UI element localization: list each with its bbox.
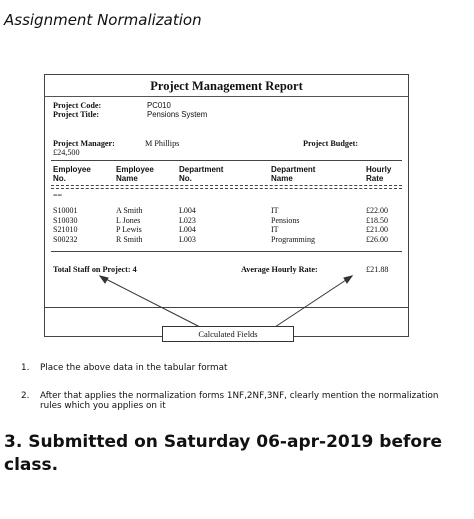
table-cell: £22.00 bbox=[366, 206, 388, 215]
col-header-employee-name: Employee Name bbox=[116, 165, 154, 183]
table-cell: Programming bbox=[271, 234, 315, 244]
instruction-1-text: Place the above data in the tabular format bbox=[40, 363, 228, 373]
table-cell: L003 bbox=[179, 234, 196, 244]
instruction-1-number: 1. bbox=[21, 363, 30, 373]
assignment-title: Assignment Normalization bbox=[4, 11, 202, 29]
separator-marker: == bbox=[53, 191, 63, 200]
project-code-label: Project Code: bbox=[53, 101, 102, 110]
table-cell: A Smith bbox=[116, 206, 143, 215]
arrow-to-average-rate bbox=[275, 276, 352, 327]
col-header-employee-no: Employee No. bbox=[53, 165, 91, 183]
project-title-label: Project Title: bbox=[53, 110, 100, 119]
table-cell: L Jones bbox=[116, 215, 141, 225]
project-budget-value: £24,500 bbox=[53, 148, 80, 157]
table-cell: P Lewis bbox=[116, 225, 142, 235]
table-cell: S00232 bbox=[53, 234, 78, 244]
project-budget-label: Project Budget: bbox=[303, 139, 359, 148]
table-cell: L023 bbox=[179, 215, 196, 225]
col-header-department-name: Department Name bbox=[271, 165, 316, 183]
instruction-2-text: After that applies the normalization forms 1NF,2NF,3NF, clearly mention the normalization rules which you applies on it bbox=[40, 391, 439, 411]
submission-note: 3. Submitted on Saturday 06-apr-2019 before class. bbox=[4, 432, 442, 475]
col-header-hourly-rate: Hourly Rate bbox=[366, 165, 392, 183]
table-cell: £18.50 bbox=[366, 215, 388, 225]
arrow-head-right bbox=[344, 276, 352, 283]
project-manager-label: Project Manager: bbox=[53, 139, 115, 148]
report-title: Project Management Report bbox=[150, 79, 303, 93]
table-cell: R Smith bbox=[116, 234, 143, 244]
table-cell: S21010 bbox=[53, 225, 78, 235]
table-cell: L004 bbox=[179, 225, 196, 235]
table-cell: S10030 bbox=[53, 215, 78, 225]
average-rate-label: Average Hourly Rate: bbox=[241, 265, 318, 274]
project-title-value: Pensions System bbox=[147, 110, 208, 119]
table-cell: Pensions bbox=[271, 215, 300, 225]
table-cell: L004 bbox=[179, 206, 196, 215]
col-header-department-no: Department No. bbox=[179, 165, 224, 183]
table-cell: S10001 bbox=[53, 206, 78, 215]
arrow-head-left bbox=[100, 276, 108, 283]
table-cell: £26.00 bbox=[366, 234, 388, 244]
table-cell: IT bbox=[271, 206, 279, 215]
total-staff-label: Total Staff on Project: 4 bbox=[53, 265, 137, 274]
arrow-to-total-staff bbox=[100, 276, 200, 327]
calculated-fields-callout: Calculated Fields bbox=[162, 326, 294, 342]
project-manager-value: M Phillips bbox=[145, 139, 180, 148]
table-cell: £21.00 bbox=[366, 225, 388, 235]
average-rate-value: £21.88 bbox=[366, 265, 389, 274]
instruction-2-number: 2. bbox=[21, 391, 30, 401]
table-cell: IT bbox=[271, 225, 279, 235]
project-code-value: PC010 bbox=[147, 101, 171, 110]
